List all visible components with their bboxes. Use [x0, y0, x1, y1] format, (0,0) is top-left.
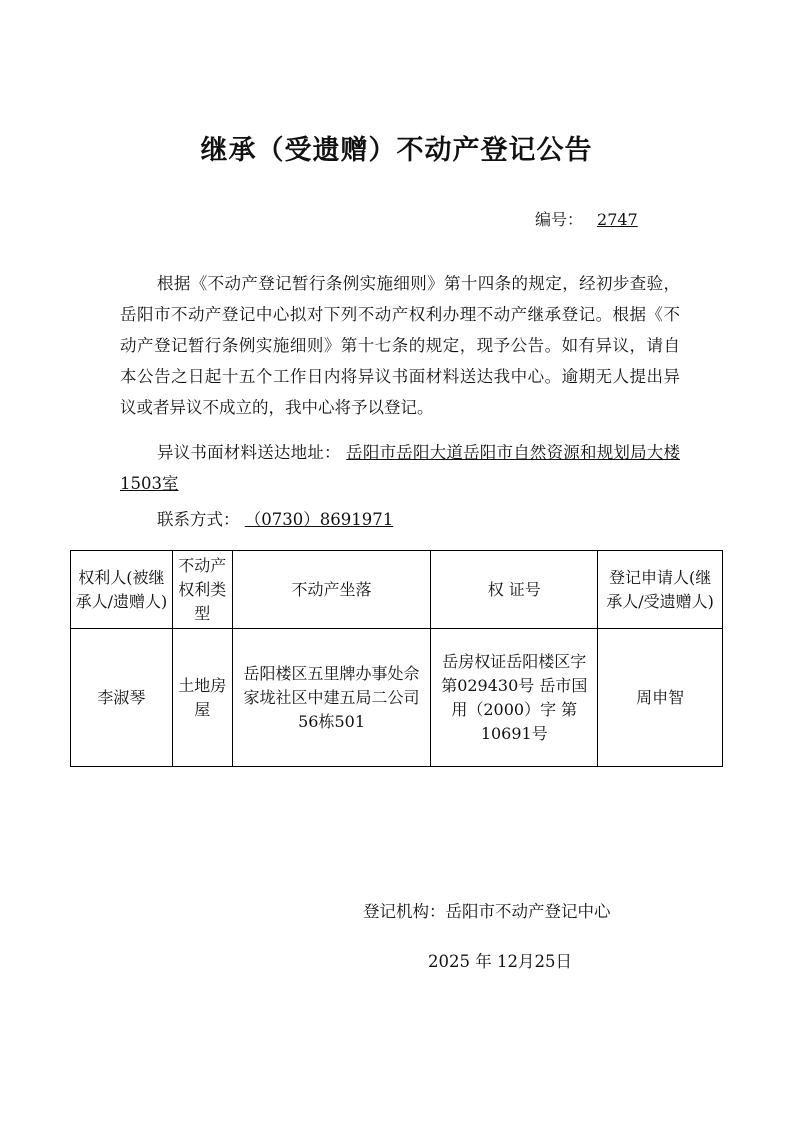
registration-agency: 登记机构：岳阳市不动产登记中心	[363, 902, 611, 921]
cell-certificate: 岳房权证岳阳楼区字第029430号 岳市国用（2000）字 第10691号	[431, 629, 598, 767]
contact-label: 联系方式：	[157, 510, 240, 529]
table-row	[71, 629, 723, 767]
header-location: 不动产坐落	[232, 551, 431, 629]
contact-info	[157, 504, 717, 535]
cell-location: 岳阳楼区五里牌办事处佘家垅社区中建五局二公司56栋501	[232, 629, 431, 767]
serial-label: 编号：	[535, 210, 584, 229]
cell-holder: 李淑琴	[71, 629, 173, 767]
header-holder: 权利人(被继承人/遗赠人)	[71, 551, 173, 629]
contact-value: （0730）8691971	[244, 510, 394, 529]
header-certificate: 权 证号	[431, 551, 598, 629]
notice-paragraph: 根据《不动产登记暂行条例实施细则》第十四条的规定，经初步查验，岳阳市不动产登记中心拟对下列不动产权利办理不动产继承登记。根据《不动产登记暂行条例实施细则》第十七条的规定，现予公告。如有异议，请自本公告之日起十五个工作日内将异议书面材料送达我中心。逾期无人提出异议或者异议不成立的，我中心将予以登记。	[120, 274, 680, 417]
cell-right-type: 土地房屋	[172, 629, 232, 767]
address-label: 异议书面材料送达地址：	[157, 443, 341, 462]
address-value: 岳阳市岳阳大道岳阳市自然资源和规划局大楼1503室	[120, 443, 681, 493]
serial-number	[535, 207, 638, 230]
table-header-row	[71, 551, 723, 629]
cell-applicant: 周申智	[598, 629, 723, 767]
notice-date: 2025 年 12月25日	[428, 952, 572, 971]
serial-value: 2747	[597, 210, 638, 229]
objection-address	[120, 437, 680, 499]
header-right-type: 不动产权利类型	[172, 551, 232, 629]
page-title: 继承（受遗赠）不动产登记公告	[200, 135, 593, 166]
registration-table	[70, 550, 723, 767]
header-applicant: 登记申请人(继承人/受遗赠人)	[598, 551, 723, 629]
